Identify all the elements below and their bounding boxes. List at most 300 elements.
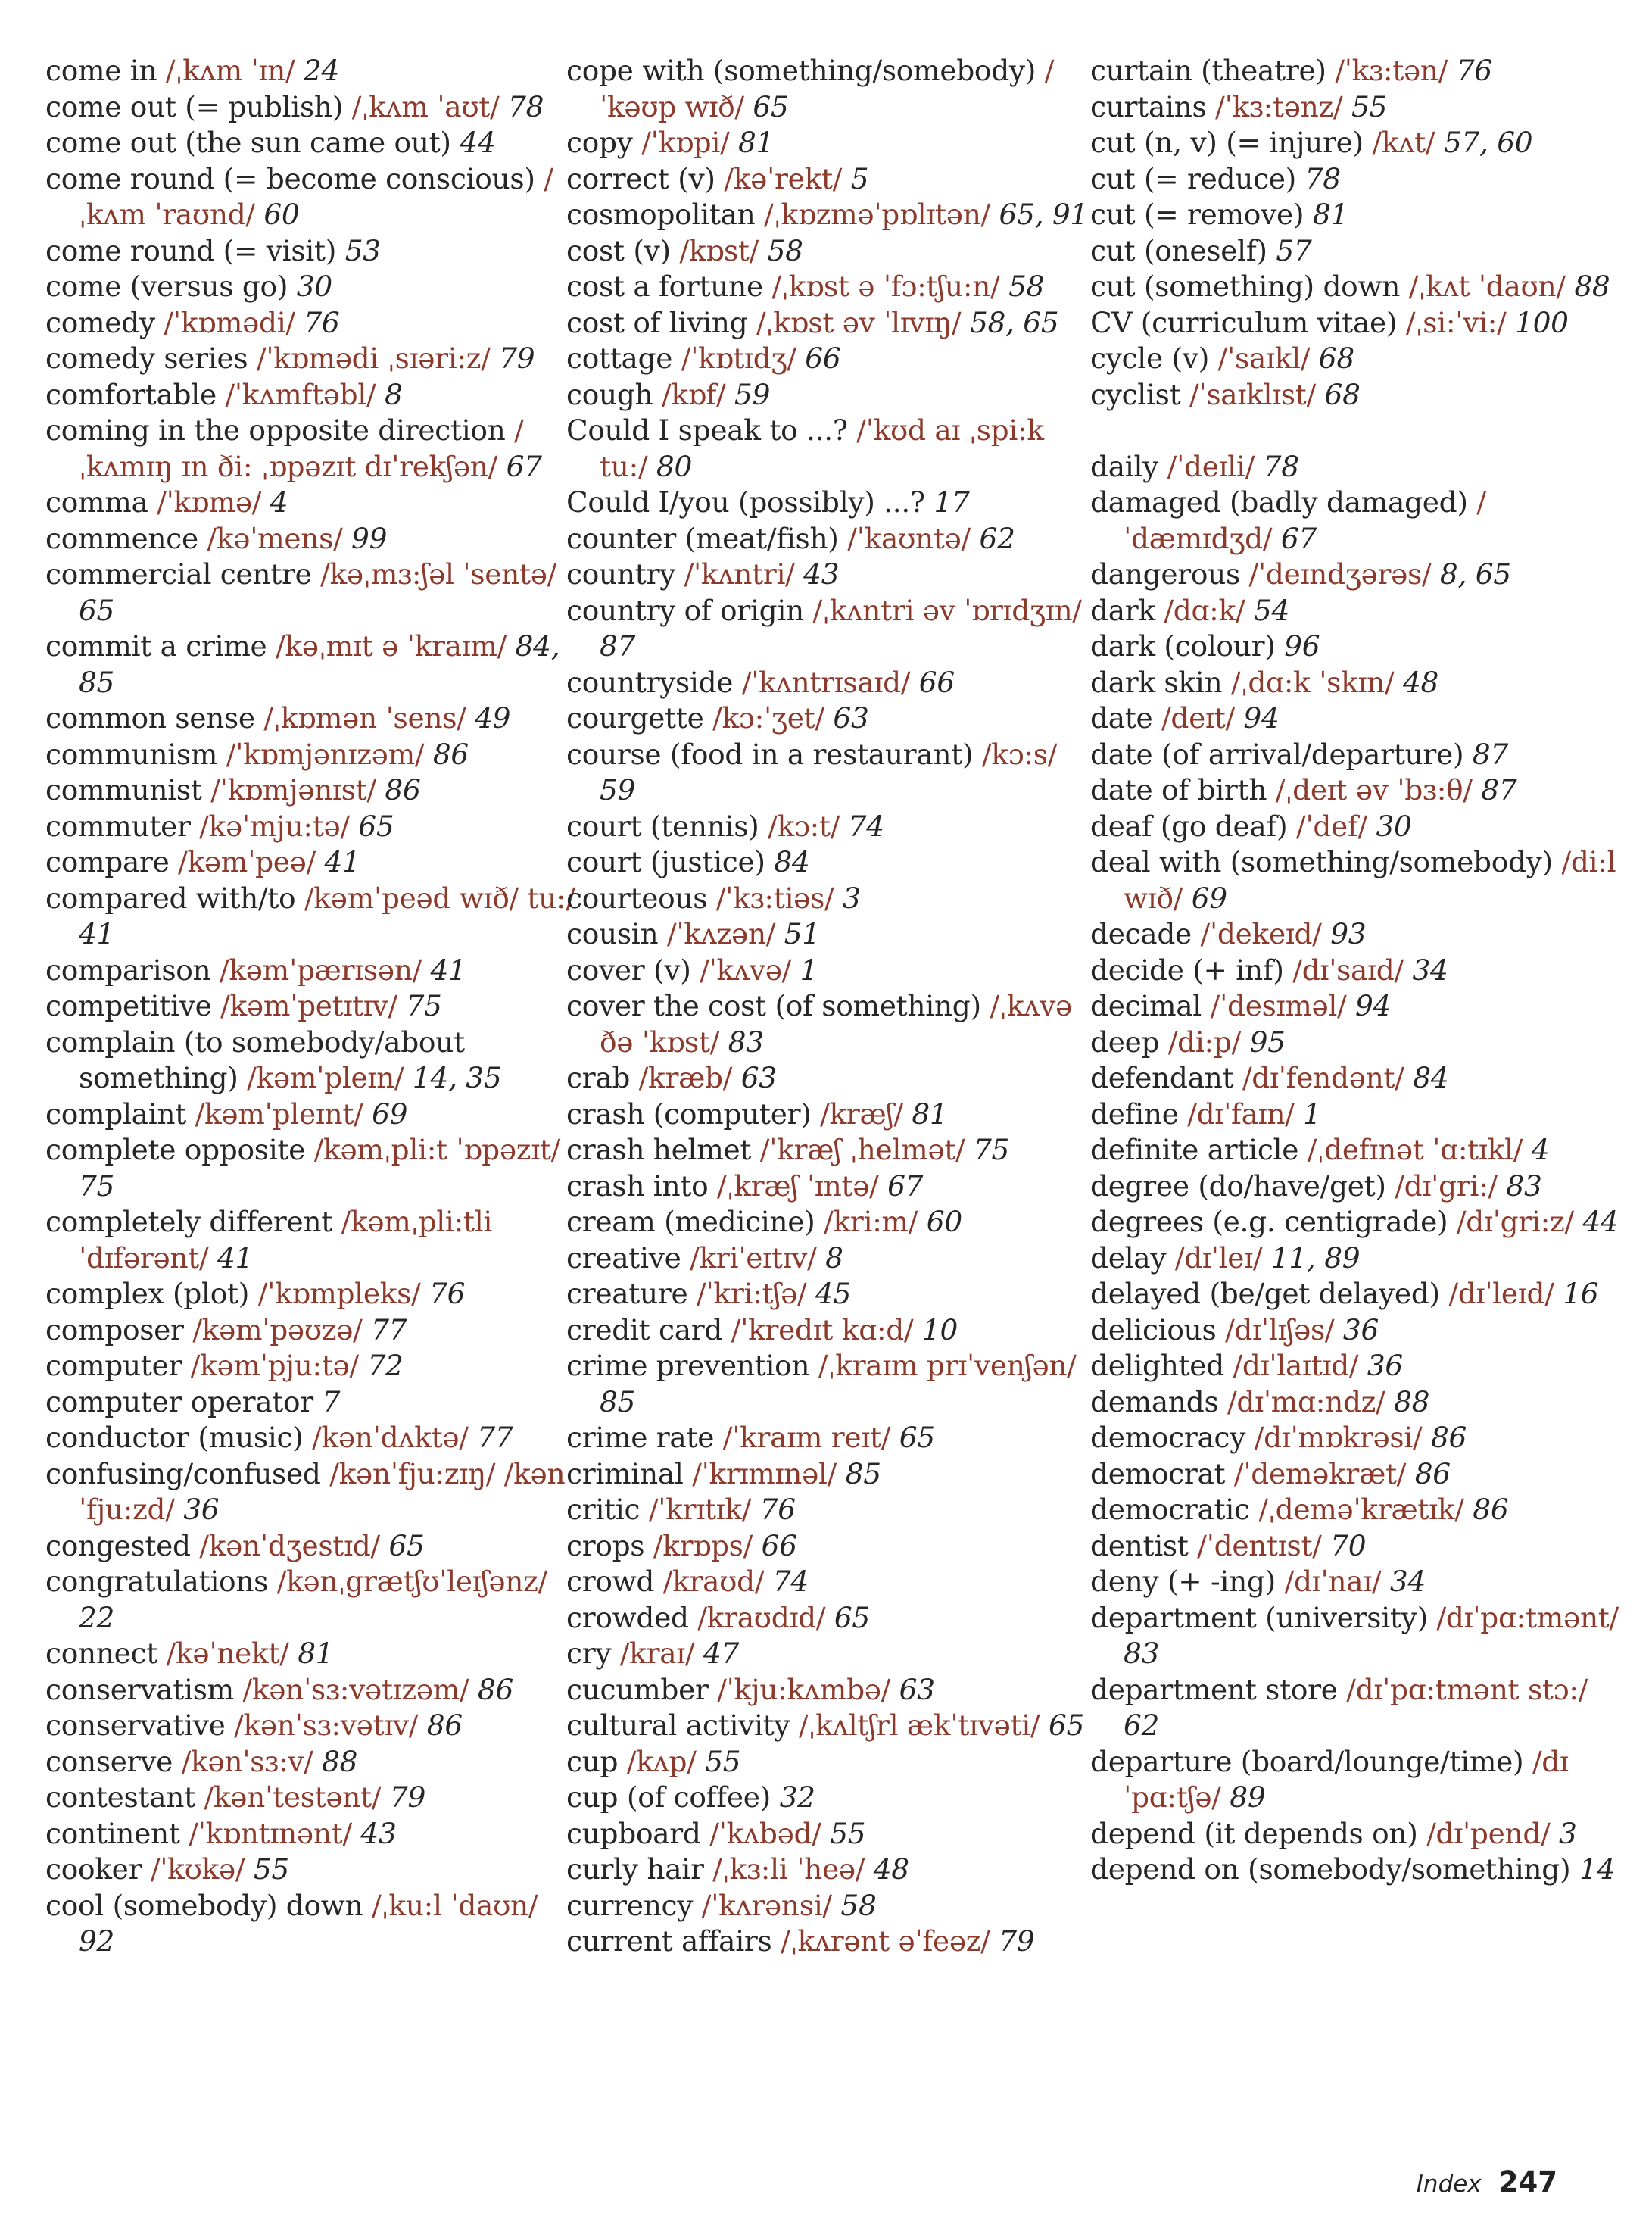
entry-pronunciation: /ˌkʌrənt əˈfeəz/: [781, 1924, 990, 1958]
entry-page-ref: 36: [1342, 1312, 1379, 1347]
entry-headword: dark skin: [1090, 665, 1223, 699]
entry-pronunciation: /kənˈdʒestɪd/: [199, 1528, 380, 1562]
entry-pronunciation: /kri:m/: [824, 1205, 918, 1238]
index-entry: [1090, 737, 1620, 773]
index-column-2: [566, 53, 1096, 1960]
entry-page-ref: 78: [1263, 449, 1299, 483]
entry-headword: copy: [566, 126, 633, 159]
entry-page-ref: 74: [848, 809, 884, 843]
entry-pronunciation: /dɪˈnaɪ/: [1284, 1565, 1382, 1598]
entry-pronunciation: /ˈkju:kʌmbə/: [717, 1672, 890, 1706]
index-entry: [45, 1204, 575, 1276]
entry-page-ref: 68: [1318, 342, 1354, 375]
entry-page-ref: 76: [429, 1277, 466, 1310]
entry-headword: delay: [1090, 1240, 1167, 1275]
entry-headword: conserve: [45, 1744, 173, 1778]
index-entry: [566, 1600, 1096, 1637]
index-entry: [1090, 1852, 1620, 1888]
entry-headword: commit a crime: [45, 629, 267, 663]
index-entry: [45, 53, 575, 89]
index-entry: [1090, 557, 1620, 593]
entry-headword: department store: [1090, 1672, 1338, 1706]
index-entry: [1090, 629, 1620, 665]
entry-pronunciation: /kræʃ/: [820, 1097, 903, 1131]
index-entry: [1090, 197, 1620, 233]
index-entry: [1090, 1025, 1620, 1061]
entry-page-ref: 65: [899, 1421, 935, 1454]
entry-headword: continent: [45, 1816, 180, 1850]
entry-pronunciation: /ˈdeməkræt/: [1233, 1456, 1407, 1490]
index-entry: [45, 1672, 575, 1709]
entry-pronunciation: /di:p/: [1167, 1025, 1241, 1059]
index-entry: [45, 1816, 575, 1852]
index-entry: [566, 1636, 1096, 1672]
index-entry: [45, 125, 575, 161]
entry-headword: course (food in a restaurant): [566, 737, 974, 771]
entry-pronunciation: /ˈsaɪkl/: [1217, 342, 1311, 375]
entry-headword: cover the cost (of something): [566, 989, 981, 1022]
index-entry: [45, 953, 575, 989]
entry-page-ref: 84: [1413, 1061, 1449, 1094]
index-entry: [45, 1528, 575, 1565]
index-entry: [1090, 1348, 1620, 1384]
entry-page-ref: 100: [1515, 305, 1569, 339]
index-entry: [1090, 1492, 1620, 1528]
entry-page-ref: 83: [1506, 1169, 1542, 1203]
entry-headword: come out (the sun came out): [45, 126, 451, 159]
index-entry: [1090, 269, 1620, 305]
entry-pronunciation: /kraʊdɪd/: [697, 1600, 826, 1634]
entry-headword: cultural activity: [566, 1709, 790, 1742]
index-entry: [1090, 1276, 1620, 1312]
entry-pronunciation: /kræb/: [638, 1061, 733, 1094]
index-entry: [566, 197, 1096, 233]
entry-pronunciation: /ˌdɑ:k ˈskɪn/: [1230, 665, 1395, 699]
entry-page-ref: 96: [1284, 629, 1320, 663]
index-entry: [1090, 1420, 1620, 1456]
entry-pronunciation: /kənˈsɜ:v/: [181, 1744, 313, 1778]
entry-page-ref: 69: [1191, 881, 1227, 915]
index-entry: [566, 1672, 1096, 1709]
index-entry: [45, 413, 575, 485]
entry-pronunciation: /ˈkɜ:tiəs/: [715, 881, 834, 915]
entry-page-ref: 66: [805, 342, 841, 375]
entry-headword: comedy: [45, 305, 155, 339]
index-entry: [1090, 1672, 1620, 1744]
entry-headword: crowded: [566, 1600, 689, 1634]
entry-pronunciation: /ˈkʌrənsi/: [701, 1888, 832, 1922]
index-entry: [566, 1888, 1096, 1924]
entry-headword: democrat: [1090, 1456, 1226, 1490]
entry-headword: crash helmet: [566, 1133, 752, 1166]
entry-page-ref: 75: [973, 1133, 1010, 1166]
entry-headword: deep: [1090, 1025, 1160, 1059]
entry-headword: date (of arrival/departure): [1090, 737, 1464, 771]
entry-headword: comedy series: [45, 342, 248, 375]
index-entry: [566, 521, 1096, 557]
entry-page-ref: 58, 65: [969, 305, 1059, 339]
entry-pronunciation: /kɒf/: [662, 377, 726, 411]
index-entry: [566, 701, 1096, 737]
entry-page-ref: 22: [79, 1600, 115, 1634]
entry-pronunciation: /ˈkəʊp wɪð/: [600, 54, 1055, 123]
entry-page-ref: 85: [845, 1456, 881, 1490]
entry-headword: come out (= publish): [45, 89, 344, 123]
entry-page-ref: 67: [506, 449, 542, 483]
entry-headword: country of origin: [566, 593, 804, 627]
entry-page-ref: 57: [1276, 233, 1312, 267]
entry-headword: definite article: [1090, 1133, 1299, 1166]
entry-page-ref: 88: [1394, 1384, 1430, 1418]
entry-headword: defendant: [1090, 1061, 1234, 1094]
index-entry: [45, 521, 575, 557]
entry-headword: deal with (something/somebody): [1090, 845, 1553, 878]
index-entry: [566, 1780, 1096, 1816]
entry-headword: delayed (be/get delayed): [1090, 1277, 1440, 1310]
entry-page-ref: 44: [1582, 1205, 1619, 1238]
entry-page-ref: 55: [1351, 89, 1388, 123]
entry-page-ref: 53: [344, 233, 381, 267]
entry-headword: cost of living: [566, 305, 748, 339]
entry-pronunciation: /dɪˈpɑ:tmənt stɔ:/: [1346, 1672, 1588, 1706]
entry-page-ref: 48: [873, 1852, 909, 1886]
entry-headword: decide (+ inf): [1090, 953, 1284, 987]
index-entry: [566, 1060, 1096, 1097]
entry-pronunciation: /kənˈsɜ:vətɪv/: [234, 1709, 419, 1742]
index-entry: [1090, 665, 1620, 701]
entry-pronunciation: /ˈdæmɪdʒd/: [1124, 485, 1486, 555]
entry-page-ref: 70: [1330, 1528, 1367, 1562]
entry-headword: computer: [45, 1349, 182, 1382]
index-entry: [45, 1097, 575, 1133]
entry-pronunciation: /ˌdeɪt əv ˈbɜ:θ/: [1275, 773, 1473, 807]
entry-page-ref: 55: [705, 1744, 741, 1778]
index-entry: [45, 772, 575, 809]
entry-page-ref: 84, 85: [79, 629, 560, 699]
entry-headword: daily: [1090, 449, 1159, 483]
entry-pronunciation: /dɪˈsaɪd/: [1292, 953, 1404, 987]
entry-page-ref: 1: [800, 953, 818, 987]
entry-pronunciation: /kənˈfju:zɪŋ/ /kənˈfju:zd/: [79, 1456, 566, 1526]
entry-page-ref: 16: [1563, 1277, 1599, 1310]
entry-page-ref: 57, 60: [1443, 126, 1533, 159]
entry-page-ref: 58: [840, 1888, 877, 1922]
index-entry: [566, 161, 1096, 198]
index-entry: [1090, 449, 1620, 485]
entry-headword: cup (of coffee): [566, 1780, 771, 1814]
entry-page-ref: 65: [388, 1528, 425, 1562]
entry-page-ref: 4: [1531, 1133, 1550, 1166]
entry-headword: communism: [45, 737, 218, 771]
entry-pronunciation: /ˌkraɪm prɪˈvenʃən/: [818, 1349, 1077, 1382]
entry-page-ref: 41: [217, 1240, 254, 1275]
entry-pronunciation: /ˈkʌzən/: [666, 917, 776, 950]
entry-pronunciation: /ˈkʊkə/: [150, 1852, 245, 1886]
index-entry: [1090, 341, 1620, 377]
index-entry: [566, 1132, 1096, 1169]
index-entry: [45, 89, 575, 126]
entry-page-ref: 30: [1376, 809, 1412, 843]
entry-pronunciation: /ˌkʌntri əv ˈɒrɪdʒɪn/: [812, 593, 1082, 627]
entry-pronunciation: /dɪˈmɑ:ndz/: [1227, 1384, 1385, 1418]
entry-page-ref: 66: [761, 1528, 797, 1562]
entry-page-ref: 86: [1414, 1456, 1451, 1490]
entry-headword: coming in the opposite direction: [45, 413, 506, 447]
entry-headword: dangerous: [1090, 557, 1240, 591]
entry-pronunciation: /kʌp/: [626, 1744, 697, 1778]
entry-pronunciation: /dɪˈleɪ/: [1174, 1240, 1263, 1275]
entry-pronunciation: /kəmˈpærɪsən/: [220, 953, 422, 987]
entry-page-ref: 75: [406, 989, 442, 1022]
index-entry: [1090, 125, 1620, 161]
entry-pronunciation: /ˌkʌm ˈɪn/: [165, 54, 295, 87]
entry-headword: conductor (music): [45, 1421, 304, 1454]
entry-page-ref: 36: [1367, 1349, 1403, 1382]
index-entry: [566, 1528, 1096, 1565]
entry-pronunciation: /kəmˈpetɪtɪv/: [220, 989, 397, 1022]
entry-headword: departure (board/lounge/time): [1090, 1744, 1524, 1778]
entry-page-ref: 79: [999, 1924, 1035, 1958]
entry-page-ref: 80: [656, 449, 693, 483]
index-entry: [1090, 1816, 1620, 1852]
entry-headword: cycle (v): [1090, 342, 1210, 375]
entry-pronunciation: /ˌkʌvə ðə ˈkɒst/: [600, 989, 1072, 1059]
index-entry: [45, 881, 575, 953]
entry-page-ref: 86: [1430, 1421, 1467, 1454]
index-entry: [1090, 161, 1620, 198]
index-entry: [566, 1204, 1096, 1240]
entry-page-ref: 55: [830, 1816, 866, 1850]
entry-page-ref: 58: [1008, 270, 1045, 303]
entry-headword: communist: [45, 773, 202, 807]
entry-page-ref: 93: [1330, 917, 1367, 950]
entry-pronunciation: /kəmˈpleɪn/: [247, 1061, 404, 1094]
entry-pronunciation: /ˈkʌbəd/: [709, 1816, 821, 1850]
entry-pronunciation: /ˌkɒzməˈpɒlɪtən/: [764, 198, 990, 231]
entry-page-ref: 24: [303, 54, 340, 87]
entry-headword: cosmopolitan: [566, 198, 756, 231]
entry-pronunciation: /kəˈmju:tə/: [199, 809, 350, 843]
entry-headword: contestant: [45, 1780, 195, 1814]
entry-headword: date of birth: [1090, 773, 1267, 807]
index-entry: [45, 844, 575, 881]
entry-pronunciation: /dɪˈpɑ:tʃə/: [1124, 1744, 1569, 1814]
entry-page-ref: 17: [934, 485, 970, 519]
entry-pronunciation: /kənˈtestənt/: [204, 1780, 382, 1814]
entry-pronunciation: /ˌkʌltʃrl ækˈtɪvəti/: [798, 1709, 1040, 1742]
index-entry: [566, 1169, 1096, 1205]
entry-pronunciation: /ˈdentɪst/: [1197, 1528, 1322, 1562]
entry-page-ref: 81: [1312, 198, 1348, 231]
entry-pronunciation: /ˌdefɪnət ˈɑ:tɪkl/: [1307, 1133, 1523, 1166]
entry-pronunciation: /ˈkɒmjənɪzəm/: [226, 737, 425, 771]
index-entry: [1090, 1097, 1620, 1133]
entry-page-ref: 94: [1243, 701, 1280, 735]
index-entry: [45, 1132, 575, 1204]
entry-page-ref: 81: [298, 1637, 334, 1670]
entry-headword: cut (= remove): [1090, 198, 1304, 231]
entry-pronunciation: /ˈkɒntɪnənt/: [189, 1816, 352, 1850]
index-entry: [1090, 988, 1620, 1025]
entry-pronunciation: /kraʊd/: [662, 1565, 765, 1598]
entry-pronunciation: /kraɪ/: [619, 1637, 695, 1670]
entry-headword: Could I speak to ...?: [566, 413, 848, 447]
entry-pronunciation: /di:l wɪð/: [1124, 845, 1616, 915]
index-entry: [566, 593, 1096, 665]
entry-headword: crash (computer): [566, 1097, 812, 1131]
entry-headword: Could I/you (possibly) ...?: [566, 485, 925, 519]
entry-pronunciation: /kɒst/: [679, 233, 759, 267]
entry-headword: competitive: [45, 989, 212, 1022]
entry-pronunciation: /ˈkaʊntə/: [847, 521, 971, 555]
entry-headword: cut (something) down: [1090, 270, 1401, 303]
entry-page-ref: 63: [833, 701, 869, 735]
entry-pronunciation: /ˈdesɪməl/: [1210, 989, 1347, 1022]
entry-page-ref: 43: [360, 1816, 397, 1850]
index-entry: [566, 1852, 1096, 1888]
index-entry: [45, 701, 575, 737]
entry-page-ref: 86: [385, 773, 421, 807]
entry-pronunciation: /ˌkʌm ˈraʊnd/: [79, 161, 553, 231]
entry-pronunciation: /ˌkɒst əv ˈlɪvɪŋ/: [756, 305, 962, 339]
entry-pronunciation: /ˈdeɪndʒərəs/: [1248, 557, 1432, 591]
entry-pronunciation: /ˌkʌt ˈdaʊn/: [1408, 270, 1566, 303]
entry-pronunciation: /dɑ:k/: [1164, 593, 1245, 627]
entry-page-ref: 47: [703, 1637, 740, 1670]
entry-headword: completely different: [45, 1205, 332, 1238]
entry-pronunciation: /dɪˈlɪʃəs/: [1225, 1312, 1335, 1347]
entry-pronunciation: /ˈkʌvə/: [700, 953, 791, 987]
index-entry: [1090, 1384, 1620, 1421]
entry-headword: common sense: [45, 701, 255, 735]
entry-headword: compared with/to: [45, 881, 296, 915]
entry-page-ref: 41: [324, 845, 360, 878]
entry-page-ref: 48: [1403, 665, 1439, 699]
entry-page-ref: 45: [815, 1277, 852, 1310]
index-entry: [566, 557, 1096, 593]
index-entry: [1090, 1456, 1620, 1493]
index-entry: [566, 1276, 1096, 1312]
entry-page-ref: 44: [460, 126, 496, 159]
entry-page-ref: 49: [475, 701, 511, 735]
entry-page-ref: 69: [372, 1097, 408, 1131]
index-entry: [45, 485, 575, 521]
index-entry: [1090, 916, 1620, 953]
entry-headword: curly hair: [566, 1852, 704, 1886]
entry-page-ref: 86: [477, 1672, 514, 1706]
entry-headword: cut (oneself): [1090, 233, 1267, 267]
index-entry: [566, 844, 1096, 881]
entry-headword: compare: [45, 845, 170, 878]
entry-pronunciation: /dɪˈfaɪn/: [1187, 1097, 1295, 1131]
index-entry: [566, 1744, 1096, 1780]
entry-pronunciation: /kənˈdʌktə/: [312, 1421, 469, 1454]
entry-page-ref: 86: [1473, 1493, 1509, 1526]
entry-page-ref: 79: [499, 342, 535, 375]
entry-page-ref: 34: [1389, 1565, 1426, 1598]
entry-pronunciation: /kəmˌpli:t ˈɒpəzɪt/: [313, 1133, 561, 1166]
entry-headword: delighted: [1090, 1349, 1224, 1382]
entry-page-ref: 51: [784, 917, 820, 950]
index-entry: [45, 1564, 575, 1636]
entry-headword: crime prevention: [566, 1349, 810, 1382]
index-entry: [566, 305, 1096, 342]
entry-headword: cup: [566, 1744, 619, 1778]
entry-page-ref: 62: [1124, 1709, 1160, 1742]
entry-headword: commence: [45, 521, 198, 555]
entry-pronunciation: /ˌkʌmɪŋ ɪn ði: ˌɒpəzɪt dɪˈrekʃən/: [79, 413, 524, 483]
index-entry: [1090, 701, 1620, 737]
index-entry: [1090, 53, 1620, 89]
entry-headword: decimal: [1090, 989, 1202, 1022]
entry-page-ref: 89: [1230, 1780, 1266, 1814]
index-entry: [566, 1564, 1096, 1600]
entry-headword: demands: [1090, 1384, 1219, 1418]
page-footer: [1417, 2166, 1557, 2198]
entry-headword: come round (= visit): [45, 233, 337, 267]
entry-page-ref: 3: [842, 881, 861, 915]
entry-page-ref: 58: [767, 233, 803, 267]
entry-page-ref: 60: [926, 1205, 962, 1238]
index-entry: [566, 485, 1096, 521]
entry-page-ref: 10: [921, 1312, 958, 1347]
index-entry: [1090, 809, 1620, 845]
index-entry: [566, 1492, 1096, 1528]
entry-headword: current affairs: [566, 1924, 772, 1958]
entry-page-ref: 99: [351, 521, 388, 555]
index-entry: [566, 125, 1096, 161]
index-entry: [566, 988, 1096, 1060]
index-entry: [1090, 593, 1620, 629]
entry-headword: curtains: [1090, 89, 1207, 123]
entry-page-ref: 43: [803, 557, 840, 591]
index-entry: [566, 1240, 1096, 1277]
entry-pronunciation: /dɪˈpɑ:tmənt/: [1436, 1600, 1619, 1634]
entry-pronunciation: /kəmˈpeəd wɪð/ tu:/: [304, 881, 575, 915]
index-entry: [1090, 485, 1620, 557]
entry-pronunciation: /kəmˈpeə/: [178, 845, 316, 878]
entry-headword: curtain (theatre): [1090, 54, 1326, 87]
entry-page-ref: 68: [1324, 377, 1361, 411]
entry-headword: depend (it depends on): [1090, 1816, 1418, 1850]
entry-page-ref: 76: [304, 305, 340, 339]
entry-pronunciation: /dɪˈleɪd/: [1448, 1277, 1554, 1310]
entry-page-ref: 4: [270, 485, 288, 519]
index-entry: [566, 413, 1096, 485]
index-entry: [566, 233, 1096, 270]
index-entry: [45, 233, 575, 270]
index-entry: [45, 377, 575, 413]
entry-page-ref: 67: [887, 1169, 924, 1203]
index-entry: [566, 953, 1096, 989]
entry-headword: composer: [45, 1312, 184, 1347]
entry-page-ref: 36: [183, 1493, 220, 1526]
index-entry: [566, 341, 1096, 377]
entry-headword: depend on (somebody/something): [1090, 1852, 1571, 1886]
entry-headword: commercial centre: [45, 557, 312, 591]
entry-headword: cottage: [566, 342, 673, 375]
entry-headword: comfortable: [45, 377, 217, 411]
entry-page-ref: 87: [1481, 773, 1517, 807]
entry-headword: crowd: [566, 1565, 655, 1598]
index-column-1: [45, 53, 575, 1960]
entry-headword: crash into: [566, 1169, 709, 1203]
entry-headword: cover (v): [566, 953, 691, 987]
entry-page-ref: 77: [371, 1312, 407, 1347]
entry-pronunciation: /ˈkʌmftəbl/: [225, 377, 376, 411]
entry-headword: crops: [566, 1528, 645, 1562]
entry-headword: critic: [566, 1493, 641, 1526]
